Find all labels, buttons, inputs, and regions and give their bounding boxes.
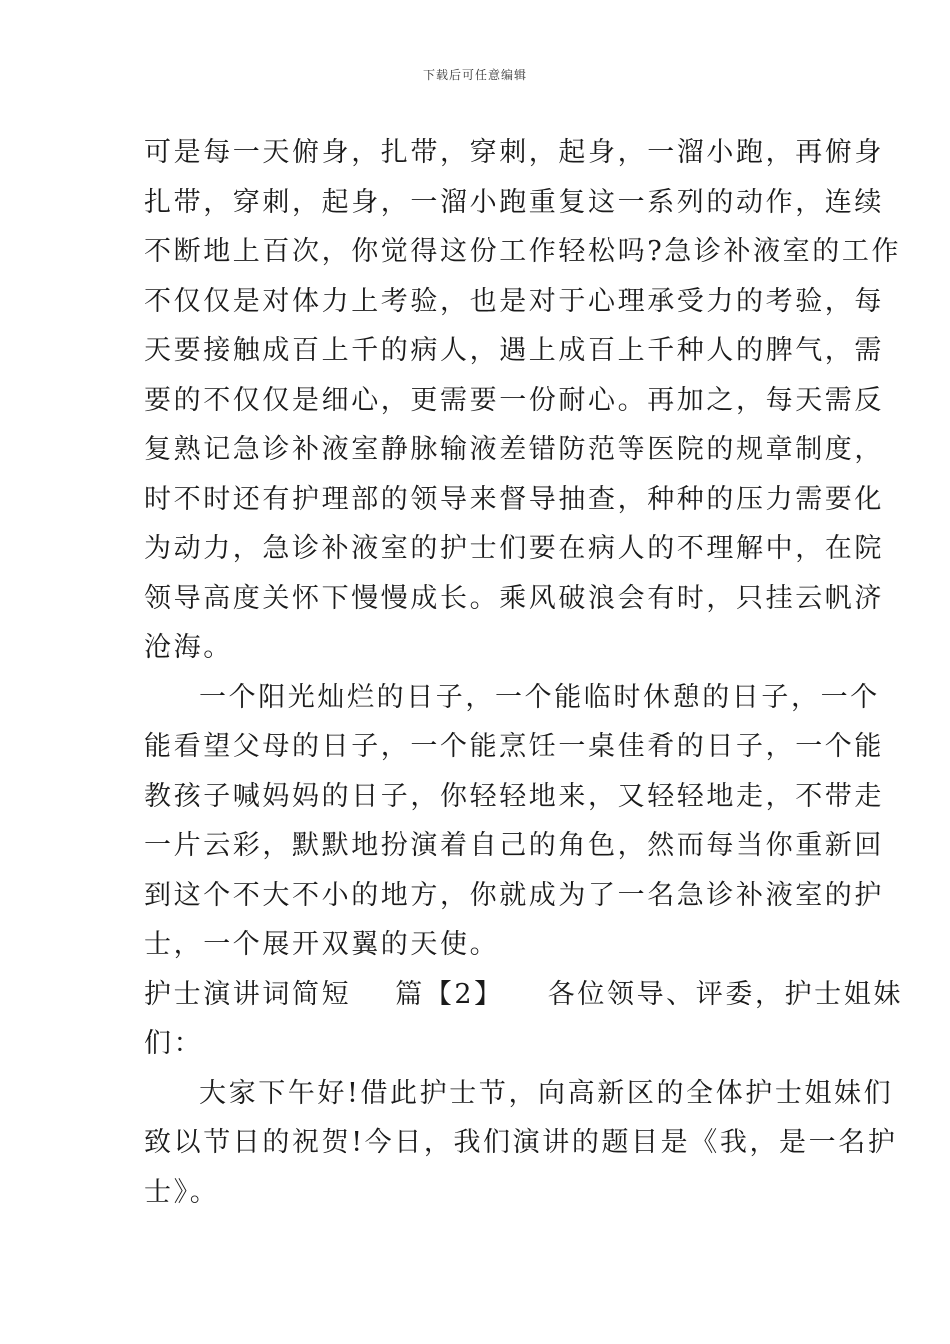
text-line: 天要接触成百上千的病人，遇上成百上千种人的脾气，需 <box>144 335 884 366</box>
text-line: 要的不仅仅是细心，更需要一份耐心。再加之，每天需反 <box>144 384 884 416</box>
text-line: 沧海。 <box>144 632 233 663</box>
text-line: 可是每一天俯身，扎带，穿刺，起身，一溜小跑，再俯身 <box>144 137 884 168</box>
text-line: 大家下午好!借此护士节，向高新区的全体护士姐妹们 <box>199 1077 894 1109</box>
text-line: 不断地上百次，你觉得这份工作轻松吗?急诊补液室的工作 <box>144 236 902 267</box>
text-line: 一片云彩，默默地扮演着自己的角色，然而每当你重新回 <box>144 830 884 861</box>
text-line: 士，一个展开双翼的天使。 <box>144 929 500 960</box>
paragraph-3 <box>144 1069 898 1218</box>
text-line: 们： <box>144 1028 204 1059</box>
text-line: 时不时还有护理部的领导来督导抽查，种种的压力需要化 <box>144 483 884 515</box>
text-line: 到这个不大不小的地方，你就成为了一名急诊补液室的护 <box>144 879 884 911</box>
paragraph-1 <box>144 128 902 673</box>
text-line: 教孩子喊妈妈的日子，你轻轻地来，又轻轻地走，不带走 <box>144 780 884 812</box>
text-line: 士》。 <box>144 1176 220 1208</box>
section-number: 篇【2】 <box>395 978 504 1010</box>
text-line: 一个阳光灿烂的日子，一个能临时休憩的日子，一个 <box>199 681 880 713</box>
section-greeting: 各位领导、评委，护士姐妹 <box>547 978 903 1010</box>
text-line: 领导高度关怀下慢慢成长。乘风破浪会有时，只挂云帆济 <box>144 582 884 614</box>
header-note: 下载后可任意编辑 <box>422 68 527 82</box>
text-line: 致以节日的祝贺!今日，我们演讲的题目是《我，是一名护 <box>144 1127 898 1158</box>
text-line: 复熟记急诊补液室静脉输液差错防范等医院的规章制度， <box>144 434 884 465</box>
text-line: 为动力，急诊补液室的护士们要在病人的不理解中，在院 <box>144 533 884 564</box>
document-body <box>144 128 903 1217</box>
section-title: 护士演讲词简短 <box>144 978 352 1010</box>
text-line: 扎带，穿刺，起身，一溜小跑重复这一系列的动作，连续 <box>144 186 884 218</box>
section-heading <box>144 970 903 1020</box>
text-line: 能看望父母的日子，一个能烹饪一桌佳肴的日子，一个能 <box>144 731 884 762</box>
section-2 <box>144 970 903 1069</box>
text-line: 不仅仅是对体力上考验，也是对于心理承受力的考验，每 <box>144 285 884 317</box>
paragraph-2 <box>144 673 884 970</box>
